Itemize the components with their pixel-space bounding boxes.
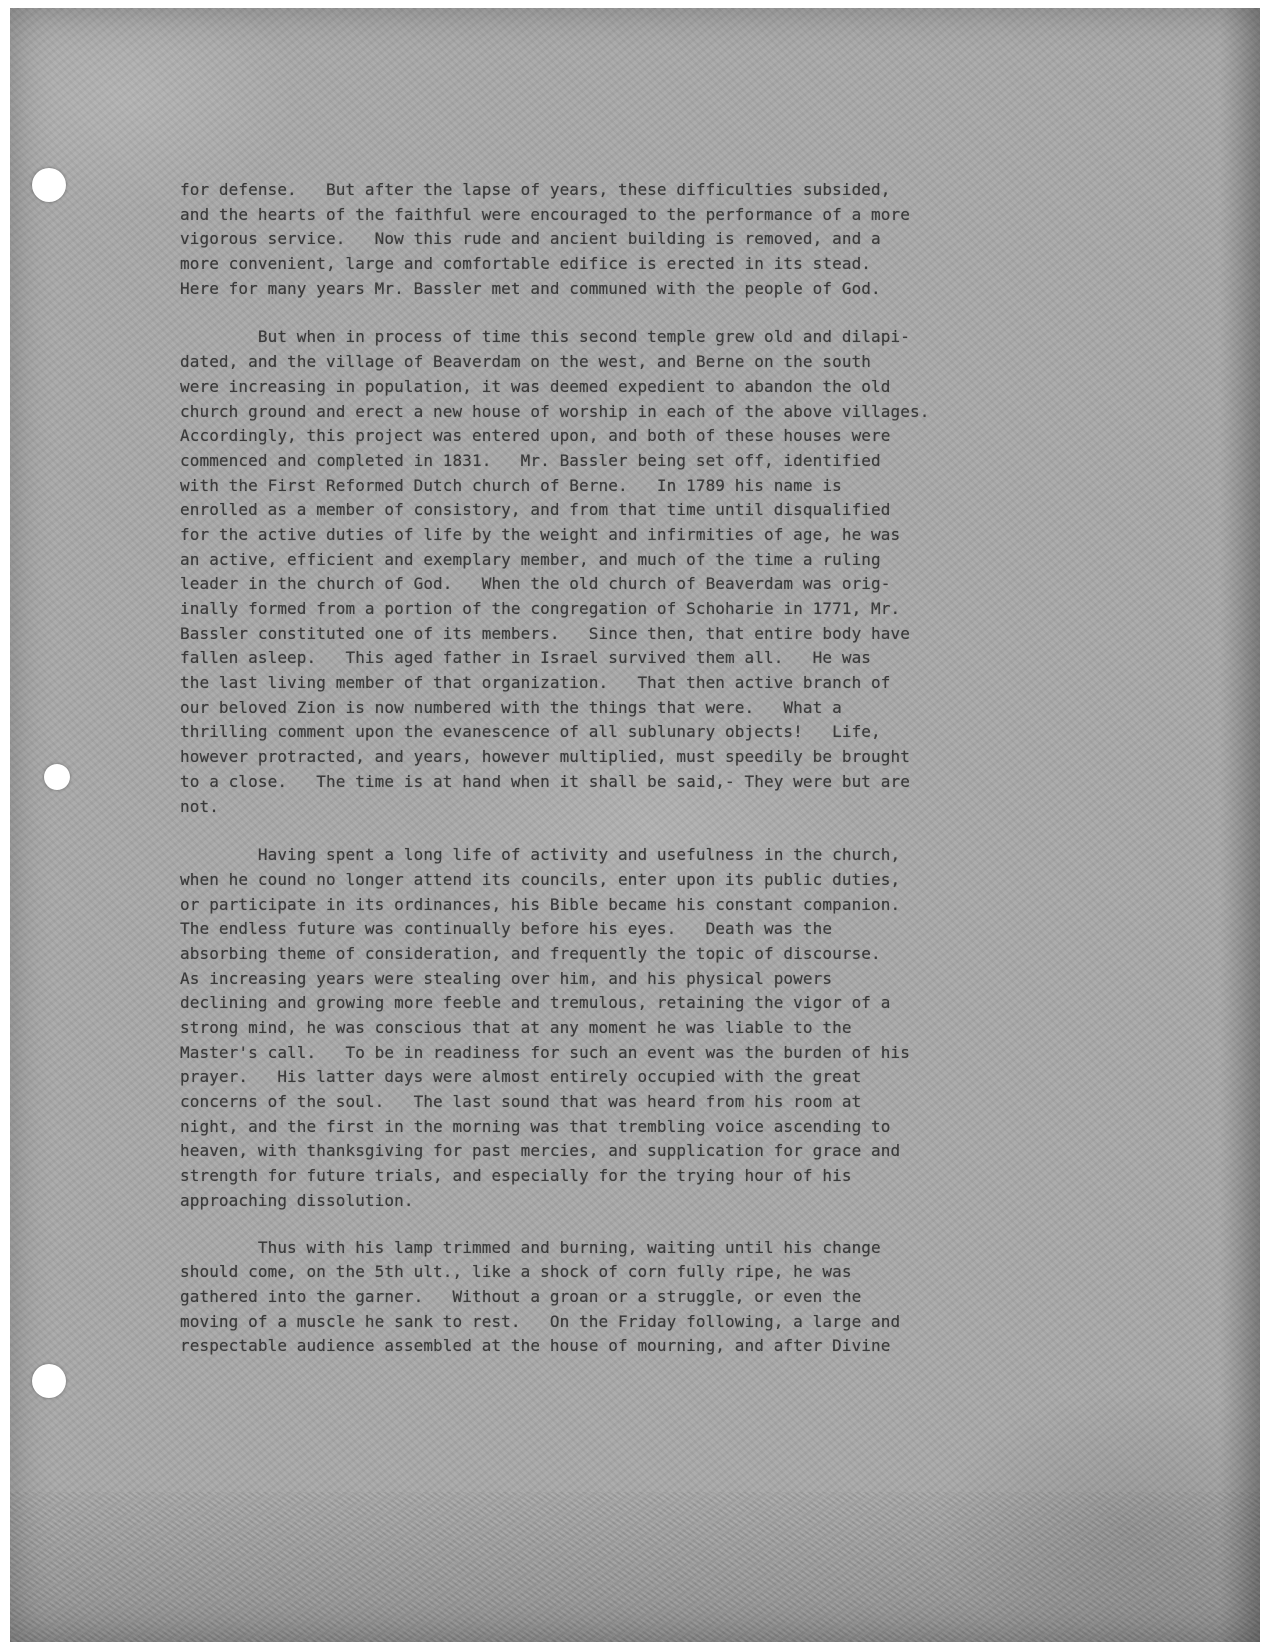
text-line: however protracted, and years, however multiplied, must speedily be brought — [180, 747, 910, 767]
text-line: Having spent a long life of activity and usefulness in the church, — [180, 845, 901, 865]
text-line: As increasing years were stealing over him, and his physical powers — [180, 968, 833, 988]
text-line: But when in process of time this second temple grew old and dilapi- — [180, 327, 910, 347]
text-line: and the hearts of the faithful were encouraged to the performance of a more — [180, 204, 910, 224]
text-line: absorbing theme of consideration, and frequently the topic of discourse. — [180, 943, 881, 963]
typewritten-text — [180, 178, 1080, 1359]
punch-hole-top — [32, 168, 66, 202]
text-line: fallen asleep. This aged father in Israel survived them all. He was — [180, 648, 872, 668]
text-line: Thus with his lamp trimmed and burning, waiting until his change — [180, 1237, 881, 1257]
text-line: more convenient, large and comfortable edifice is erected in its stead. — [180, 254, 872, 274]
text-line: should come, on the 5th ult., like a shock of corn fully ripe, he was — [180, 1262, 852, 1282]
text-line: gathered into the garner. Without a groan or a struggle, or even the — [180, 1286, 862, 1306]
text-line: vigorous service. Now this rude and ancient building is removed, and a — [180, 229, 881, 249]
text-line: church ground and erect a new house of worship in each of the above villages. — [180, 401, 930, 421]
text-line: enrolled as a member of consistory, and from that time until disqualified — [180, 500, 891, 520]
paragraph — [180, 843, 1080, 1213]
punch-hole-bottom — [32, 1364, 66, 1398]
text-line: inally formed from a portion of the congregation of Schoharie in 1771, Mr. — [180, 599, 901, 618]
text-line: The endless future was continually before his eyes. Death was the — [180, 919, 833, 939]
text-line: when he cound no longer attend its councils, enter upon its public duties, — [180, 869, 901, 889]
text-line: Here for many years Mr. Bassler met and communed with the people of God. — [180, 278, 881, 298]
paper-edge-shadow — [1220, 8, 1260, 1642]
text-line: Accordingly, this project was entered upon, and both of these houses were — [180, 426, 891, 446]
text-line: strength for future trials, and especially for the trying hour of his — [180, 1166, 852, 1186]
text-line: night, and the first in the morning was that trembling voice ascending to — [180, 1116, 891, 1136]
text-line: concerns of the soul. The last sound that was heard from his room at — [180, 1092, 862, 1112]
text-line: not. — [180, 796, 219, 816]
text-line: Bassler constituted one of its members. Since then, that entire body have — [180, 623, 910, 643]
text-line: Master's call. To be in readiness for such an event was the burden of his — [180, 1042, 910, 1062]
text-line: prayer. His latter days were almost entirely occupied with the great — [180, 1067, 862, 1087]
punch-hole-middle — [44, 764, 70, 790]
paragraph — [180, 178, 1080, 301]
text-line: approaching dissolution. — [180, 1190, 414, 1210]
text-line: thrilling comment upon the evanescence of all sublunary objects! Life, — [180, 722, 881, 742]
paragraph-gap — [180, 301, 1080, 325]
text-line: were increasing in population, it was deemed expedient to abandon the old — [180, 376, 891, 396]
text-line: for defense. But after the lapse of years, these difficulties subsided, — [180, 180, 891, 199]
text-line: strong mind, he was conscious that at any moment he was liable to the — [180, 1018, 852, 1037]
text-line: declining and growing more feeble and tremulous, retaining the vigor of a — [180, 993, 891, 1013]
text-line: an active, efficient and exemplary member, and much of the time a ruling — [180, 549, 881, 569]
text-line: to a close. The time is at hand when it shall be said,- They were but are — [180, 771, 910, 791]
text-line: heaven, with thanksgiving for past mercies, and supplication for grace and — [180, 1141, 901, 1161]
text-line: the last living member of that organization. That then active branch of — [180, 673, 891, 693]
paragraph-gap — [180, 1214, 1080, 1236]
paper-stain — [10, 1492, 1260, 1642]
text-line: respectable audience assembled at the house of mourning, and after Divine — [180, 1336, 891, 1356]
text-line: or participate in its ordinances, his Bible became his constant companion. — [180, 894, 901, 914]
text-line: for the active duties of life by the weight and infirmities of age, he was — [180, 524, 901, 544]
paragraph — [180, 1236, 1080, 1359]
text-line: our beloved Zion is now numbered with the things that were. What a — [180, 697, 842, 717]
paragraph-gap — [180, 819, 1080, 843]
text-line: commenced and completed in 1831. Mr. Bassler being set off, identified — [180, 450, 881, 470]
text-line: leader in the church of God. When the old church of Beaverdam was orig- — [180, 574, 891, 594]
text-line: dated, and the village of Beaverdam on the west, and Berne on the south — [180, 352, 872, 372]
paragraph — [180, 325, 1080, 819]
text-line: with the First Reformed Dutch church of Berne. In 1789 his name is — [180, 475, 842, 495]
text-line: moving of a muscle he sank to rest. On the Friday following, a large and — [180, 1311, 901, 1331]
